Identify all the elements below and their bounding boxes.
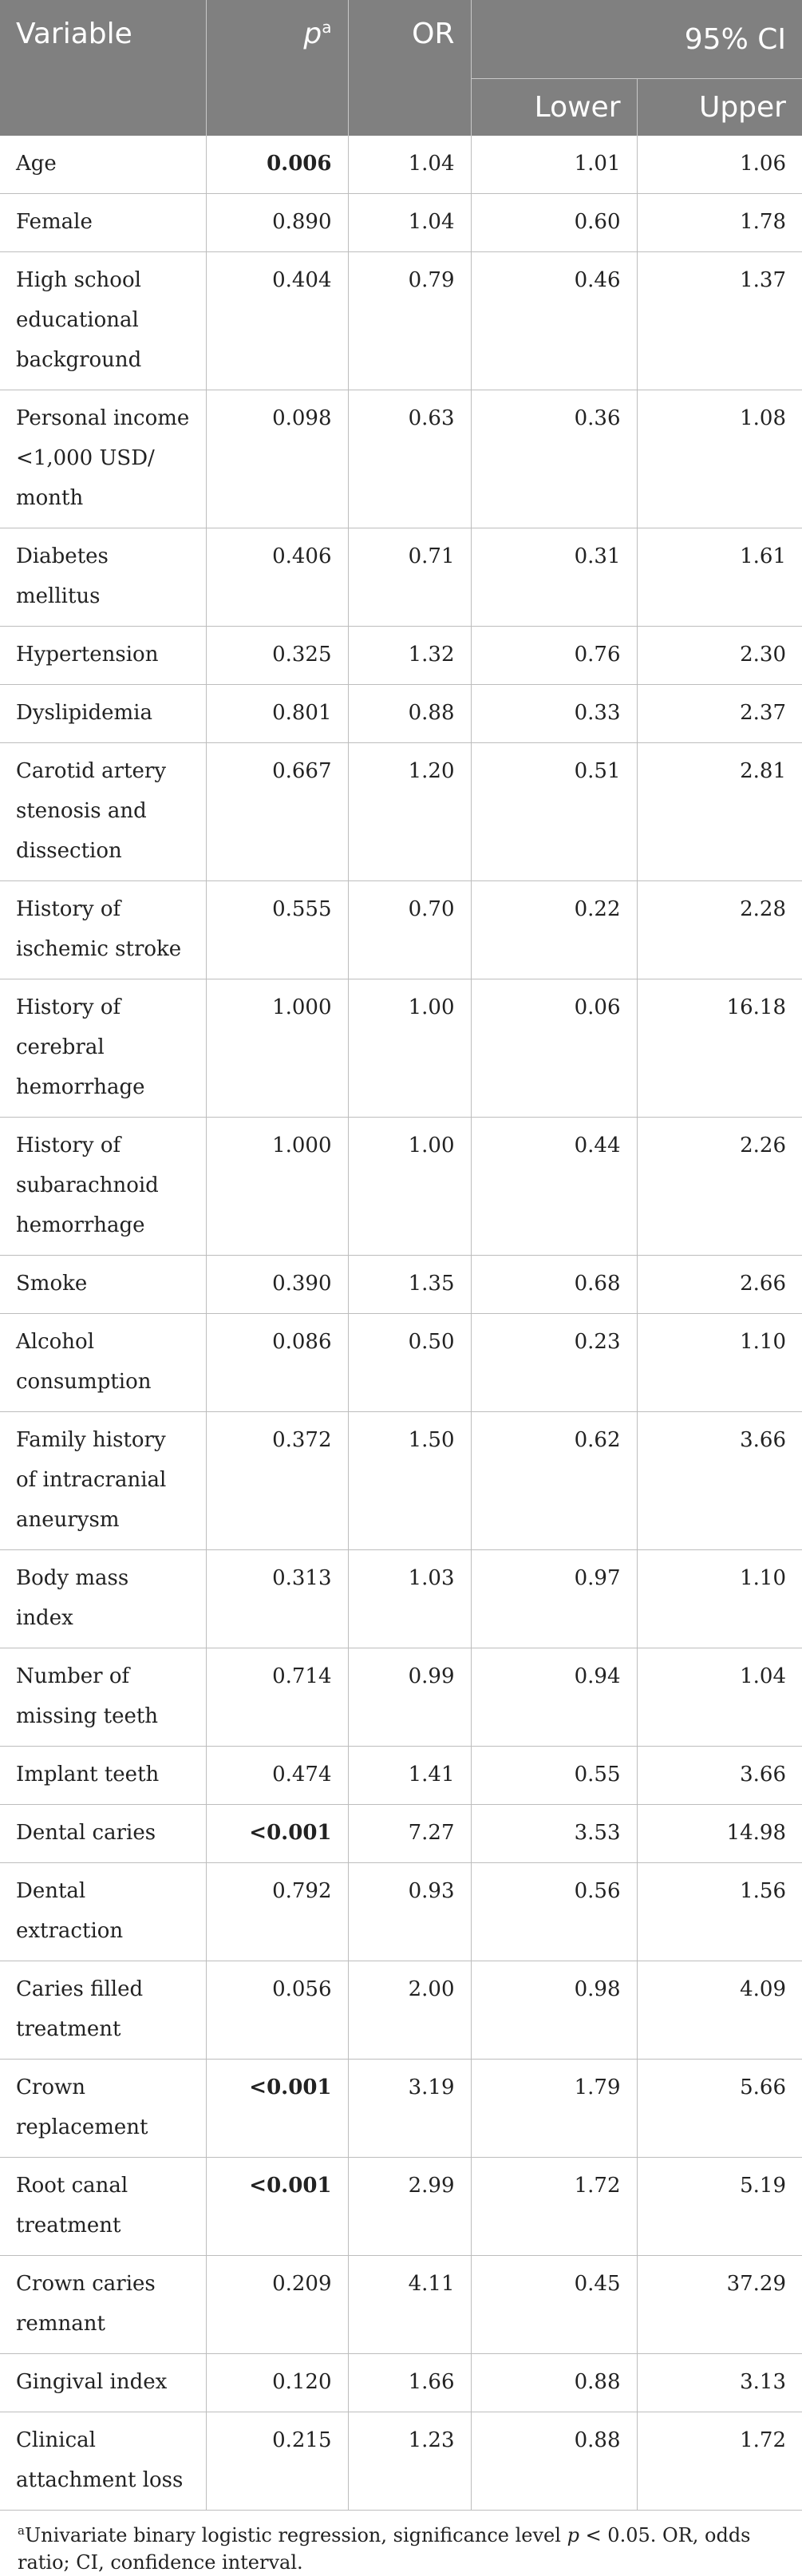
- cell-p-value: 0.120: [206, 2354, 348, 2412]
- cell-ci-upper: 3.13: [637, 2354, 802, 2412]
- table-row: [0, 1805, 802, 1863]
- cell-p-value: 0.313: [206, 1550, 348, 1648]
- header-p-label: p: [303, 18, 322, 50]
- table-row: [0, 685, 802, 743]
- footnote-mark: a: [18, 2523, 25, 2538]
- table-body: [0, 136, 802, 2511]
- cell-variable: Crown replacement: [0, 2060, 206, 2158]
- cell-odds-ratio: 0.93: [348, 1863, 471, 1961]
- cell-ci-lower: 0.97: [471, 1550, 637, 1648]
- cell-ci-upper: 2.81: [637, 743, 802, 881]
- cell-ci-lower: 0.88: [471, 2412, 637, 2511]
- cell-odds-ratio: 1.20: [348, 743, 471, 881]
- cell-p-value: 0.890: [206, 194, 348, 252]
- cell-ci-lower: 0.22: [471, 881, 637, 979]
- header-variable: Variable: [0, 0, 206, 136]
- cell-odds-ratio: 3.19: [348, 2060, 471, 2158]
- table-row: [0, 627, 802, 685]
- cell-variable: Personal income <1,000 USD/ month: [0, 390, 206, 528]
- cell-ci-lower: 0.98: [471, 1961, 637, 2060]
- cell-variable: Female: [0, 194, 206, 252]
- cell-p-value: 1.000: [206, 1118, 348, 1256]
- header-upper: Upper: [637, 79, 802, 136]
- cell-ci-lower: 0.56: [471, 1863, 637, 1961]
- cell-ci-upper: 5.66: [637, 2060, 802, 2158]
- cell-odds-ratio: 1.00: [348, 979, 471, 1118]
- cell-odds-ratio: 2.99: [348, 2158, 471, 2256]
- cell-ci-lower: 0.44: [471, 1118, 637, 1256]
- cell-variable: Smoke: [0, 1256, 206, 1314]
- footnote-p: p: [567, 2524, 579, 2546]
- cell-ci-lower: 0.60: [471, 194, 637, 252]
- cell-odds-ratio: 0.99: [348, 1648, 471, 1747]
- cell-odds-ratio: 1.03: [348, 1550, 471, 1648]
- table-row: [0, 1961, 802, 2060]
- cell-variable: Dyslipidemia: [0, 685, 206, 743]
- cell-p-value: 0.086: [206, 1314, 348, 1412]
- cell-odds-ratio: 1.50: [348, 1412, 471, 1550]
- cell-ci-upper: 1.37: [637, 252, 802, 390]
- cell-ci-lower: 0.94: [471, 1648, 637, 1747]
- cell-p-value: 0.406: [206, 528, 348, 627]
- cell-p-value: 0.006: [206, 136, 348, 194]
- cell-odds-ratio: 4.11: [348, 2256, 471, 2354]
- cell-p-value: 0.714: [206, 1648, 348, 1747]
- cell-odds-ratio: 1.32: [348, 627, 471, 685]
- table-row: [0, 1747, 802, 1805]
- cell-variable: History of subarachnoid hemorrhage: [0, 1118, 206, 1256]
- cell-p-value: <0.001: [206, 2158, 348, 2256]
- table-row: [0, 2412, 802, 2511]
- cell-ci-upper: 16.18: [637, 979, 802, 1118]
- cell-ci-lower: 0.88: [471, 2354, 637, 2412]
- cell-p-value: 0.209: [206, 2256, 348, 2354]
- table-row: [0, 743, 802, 881]
- cell-odds-ratio: 0.79: [348, 252, 471, 390]
- cell-variable: Number of missing teeth: [0, 1648, 206, 1747]
- cell-p-value: 0.098: [206, 390, 348, 528]
- cell-p-value: 0.801: [206, 685, 348, 743]
- cell-odds-ratio: 1.04: [348, 136, 471, 194]
- cell-variable: Crown caries remnant: [0, 2256, 206, 2354]
- table-row: [0, 1550, 802, 1648]
- cell-p-value: 0.555: [206, 881, 348, 979]
- table-row: [0, 881, 802, 979]
- cell-p-value: 0.325: [206, 627, 348, 685]
- cell-p-value: <0.001: [206, 1805, 348, 1863]
- cell-ci-lower: 0.76: [471, 627, 637, 685]
- table-row: [0, 2060, 802, 2158]
- cell-variable: Dental caries: [0, 1805, 206, 1863]
- cell-ci-upper: 14.98: [637, 1805, 802, 1863]
- table-row: [0, 1863, 802, 1961]
- cell-variable: Age: [0, 136, 206, 194]
- table-row: [0, 1314, 802, 1412]
- cell-variable: Implant teeth: [0, 1747, 206, 1805]
- cell-variable: Root canal treatment: [0, 2158, 206, 2256]
- cell-variable: Family history of intracranial aneurysm: [0, 1412, 206, 1550]
- cell-ci-upper: 1.72: [637, 2412, 802, 2511]
- table-row: [0, 1118, 802, 1256]
- cell-ci-lower: 1.01: [471, 136, 637, 194]
- cell-p-value: <0.001: [206, 2060, 348, 2158]
- cell-ci-lower: 0.23: [471, 1314, 637, 1412]
- cell-odds-ratio: 1.41: [348, 1747, 471, 1805]
- cell-p-value: 0.667: [206, 743, 348, 881]
- cell-variable: Diabetes mellitus: [0, 528, 206, 627]
- table-row: [0, 979, 802, 1118]
- cell-ci-upper: 1.08: [637, 390, 802, 528]
- cell-ci-lower: 0.06: [471, 979, 637, 1118]
- cell-p-value: 0.215: [206, 2412, 348, 2511]
- table-row: [0, 1648, 802, 1747]
- cell-odds-ratio: 1.35: [348, 1256, 471, 1314]
- cell-variable: Body mass index: [0, 1550, 206, 1648]
- cell-p-value: 1.000: [206, 979, 348, 1118]
- table-row: [0, 528, 802, 627]
- cell-ci-upper: 4.09: [637, 1961, 802, 2060]
- cell-ci-lower: 0.68: [471, 1256, 637, 1314]
- cell-variable: Dental extraction: [0, 1863, 206, 1961]
- cell-p-value: 0.792: [206, 1863, 348, 1961]
- cell-ci-lower: 0.46: [471, 252, 637, 390]
- cell-ci-upper: 1.10: [637, 1314, 802, 1412]
- header-p-footnote-mark: a: [322, 18, 332, 37]
- cell-ci-upper: 2.26: [637, 1118, 802, 1256]
- cell-variable: Hypertension: [0, 627, 206, 685]
- cell-ci-upper: 1.06: [637, 136, 802, 194]
- cell-variable: History of ischemic stroke: [0, 881, 206, 979]
- cell-ci-upper: 2.66: [637, 1256, 802, 1314]
- cell-odds-ratio: 0.71: [348, 528, 471, 627]
- cell-odds-ratio: 1.00: [348, 1118, 471, 1256]
- cell-ci-lower: 3.53: [471, 1805, 637, 1863]
- cell-ci-upper: 2.28: [637, 881, 802, 979]
- cell-odds-ratio: 7.27: [348, 1805, 471, 1863]
- cell-p-value: 0.372: [206, 1412, 348, 1550]
- cell-variable: Alcohol consumption: [0, 1314, 206, 1412]
- cell-odds-ratio: 1.04: [348, 194, 471, 252]
- table-footnote: [0, 2511, 802, 2576]
- cell-variable: High school educational background: [0, 252, 206, 390]
- cell-odds-ratio: 0.50: [348, 1314, 471, 1412]
- cell-variable: History of cerebral hemorrhage: [0, 979, 206, 1118]
- header-lower: Lower: [471, 79, 637, 136]
- header-or: OR: [348, 0, 471, 136]
- cell-ci-upper: 3.66: [637, 1747, 802, 1805]
- footnote-text-1: Univariate binary logistic regression, significance level: [24, 2524, 567, 2546]
- cell-ci-upper: 1.56: [637, 1863, 802, 1961]
- cell-ci-lower: 0.51: [471, 743, 637, 881]
- cell-ci-lower: 0.55: [471, 1747, 637, 1805]
- table-row: [0, 1256, 802, 1314]
- cell-odds-ratio: 1.66: [348, 2354, 471, 2412]
- table-row: [0, 194, 802, 252]
- cell-ci-upper: 37.29: [637, 2256, 802, 2354]
- table-row: [0, 136, 802, 194]
- cell-variable: Carotid artery stenosis and dissection: [0, 743, 206, 881]
- cell-p-value: 0.056: [206, 1961, 348, 2060]
- cell-ci-upper: 1.78: [637, 194, 802, 252]
- cell-variable: Caries filled treatment: [0, 1961, 206, 2060]
- header-p-value: [206, 0, 348, 136]
- cell-odds-ratio: 0.63: [348, 390, 471, 528]
- cell-ci-lower: 0.33: [471, 685, 637, 743]
- cell-ci-lower: 0.62: [471, 1412, 637, 1550]
- cell-odds-ratio: 0.70: [348, 881, 471, 979]
- cell-ci-upper: 2.37: [637, 685, 802, 743]
- cell-ci-lower: 0.31: [471, 528, 637, 627]
- cell-ci-upper: 1.04: [637, 1648, 802, 1747]
- cell-ci-lower: 1.79: [471, 2060, 637, 2158]
- cell-ci-upper: 5.19: [637, 2158, 802, 2256]
- cell-odds-ratio: 0.88: [348, 685, 471, 743]
- cell-variable: Gingival index: [0, 2354, 206, 2412]
- cell-p-value: 0.390: [206, 1256, 348, 1314]
- cell-p-value: 0.404: [206, 252, 348, 390]
- table-row: [0, 2256, 802, 2354]
- cell-p-value: 0.474: [206, 1747, 348, 1805]
- cell-ci-upper: 2.30: [637, 627, 802, 685]
- header-ci: 95% CI: [471, 0, 802, 79]
- cell-ci-upper: 3.66: [637, 1412, 802, 1550]
- footnote-text-2: < 0.05. OR, odds ratio; CI, confidence interval.: [18, 2524, 751, 2574]
- cell-odds-ratio: 2.00: [348, 1961, 471, 2060]
- cell-ci-lower: 0.36: [471, 390, 637, 528]
- table-row: [0, 2354, 802, 2412]
- cell-ci-lower: 0.45: [471, 2256, 637, 2354]
- cell-variable: Clinical attachment loss: [0, 2412, 206, 2511]
- table-header: [0, 0, 802, 136]
- cell-ci-upper: 1.61: [637, 528, 802, 627]
- cell-ci-lower: 1.72: [471, 2158, 637, 2256]
- table-row: [0, 1412, 802, 1550]
- cell-odds-ratio: 1.23: [348, 2412, 471, 2511]
- table-row: [0, 2158, 802, 2256]
- table-row: [0, 252, 802, 390]
- table-row: [0, 390, 802, 528]
- cell-ci-upper: 1.10: [637, 1550, 802, 1648]
